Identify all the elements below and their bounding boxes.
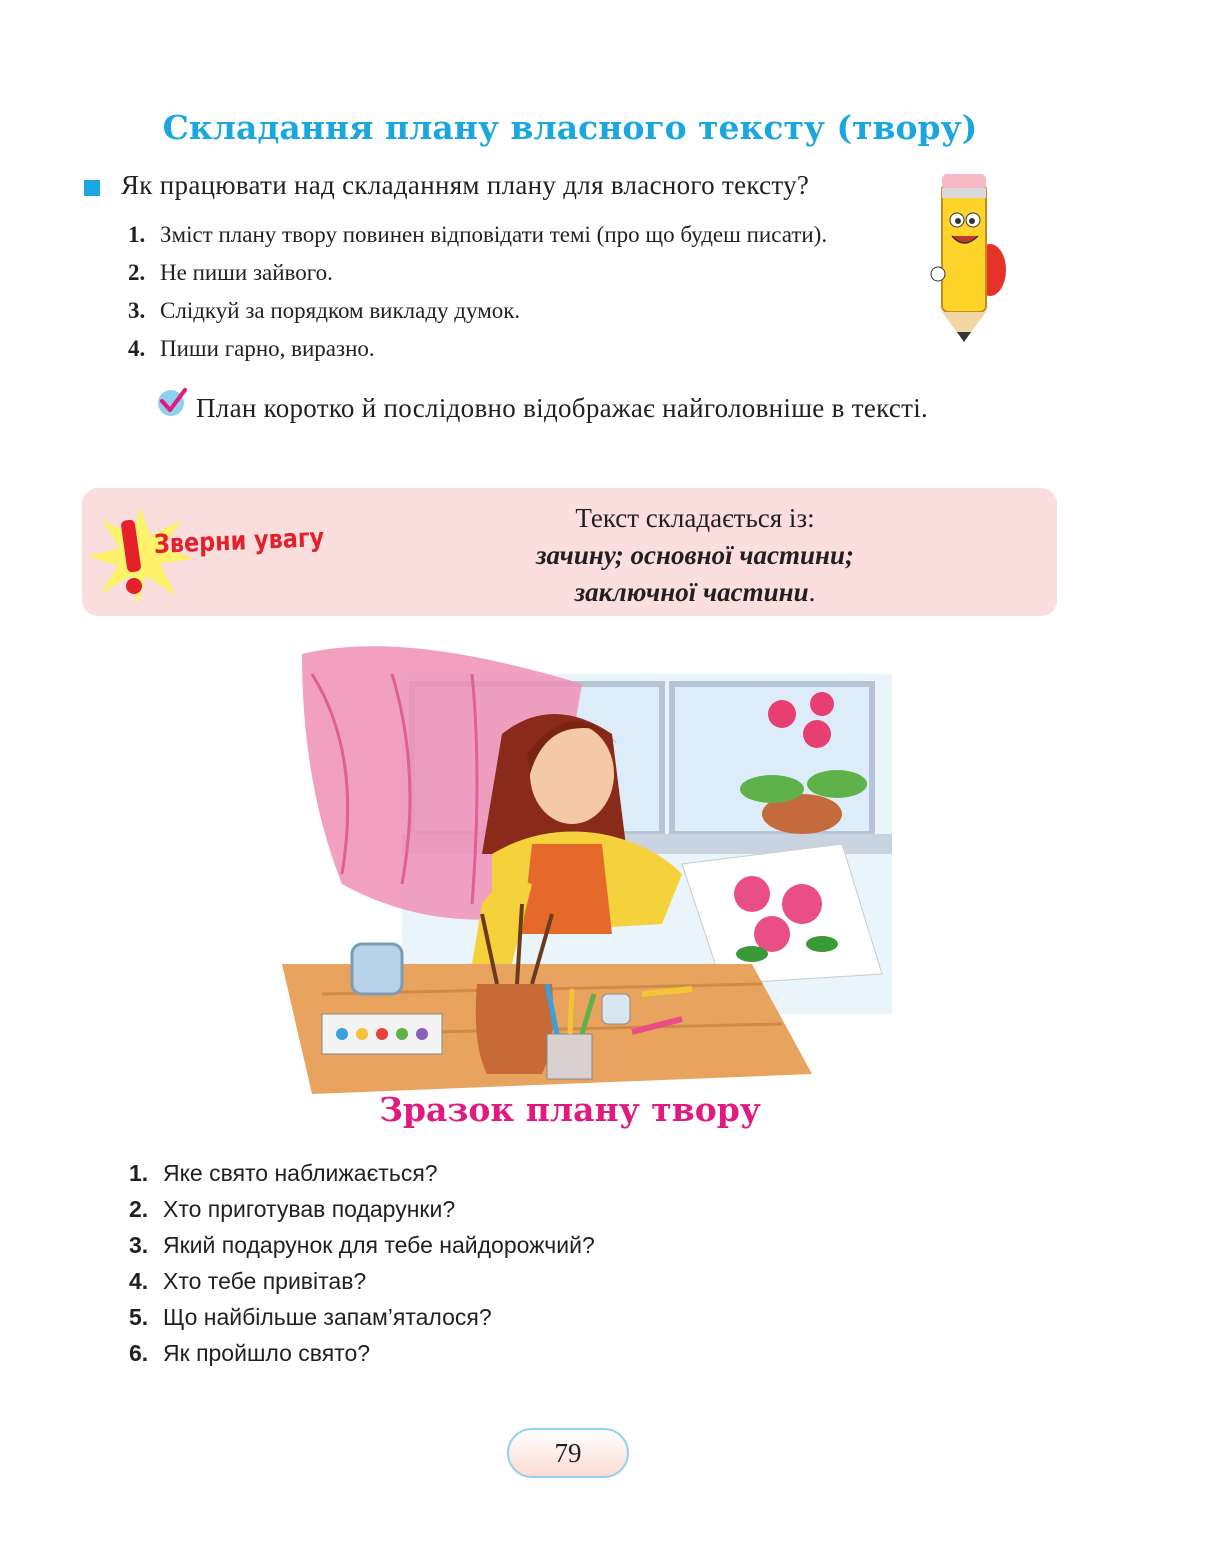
list-item: 3. Слідкуй за порядком викладу думок. xyxy=(128,298,521,323)
attention-text: Текст складається із: зачину; основної частини; заключної частини. xyxy=(535,503,854,607)
list-item: 6. Як пройшло свято? xyxy=(129,1340,371,1366)
list-item: 1. Яке свято наближається? xyxy=(129,1160,438,1186)
list-item: 2. Не пиши зайвого. xyxy=(128,260,333,285)
checkmark-icon xyxy=(156,386,188,418)
rules-list xyxy=(128,220,827,372)
sample-plan-list xyxy=(129,1157,595,1373)
list-item: 2. Хто приготував подарунки? xyxy=(129,1196,456,1222)
girl-painting-illustration xyxy=(282,634,892,1094)
pencil-mascot-icon xyxy=(928,170,1018,348)
list-item: 4. Хто тебе привітав? xyxy=(129,1268,367,1294)
page-number: 79 xyxy=(507,1428,629,1478)
attention-label: Зверни увагу xyxy=(153,523,325,560)
list-item: 5. Що найбільше запам’яталося? xyxy=(129,1304,492,1330)
bullet-square-icon xyxy=(84,180,100,196)
list-item: 1. Зміст плану твору повинен відповідати темі (про що будеш писати). xyxy=(128,222,828,247)
list-item: 3. Який подарунок для тебе найдорожчий? xyxy=(129,1232,595,1258)
sample-plan-title: Зразок плану твору xyxy=(379,1090,761,1129)
definition-note: План коротко й послідовно відображає найголовніше в тексті. xyxy=(196,393,929,423)
page-title: Складання плану власного тексту (твору) xyxy=(162,108,978,147)
list-item: 4. Пиши гарно, виразно. xyxy=(128,336,375,361)
question-text: Як працювати над складанням плану для власного тексту? xyxy=(121,170,810,200)
